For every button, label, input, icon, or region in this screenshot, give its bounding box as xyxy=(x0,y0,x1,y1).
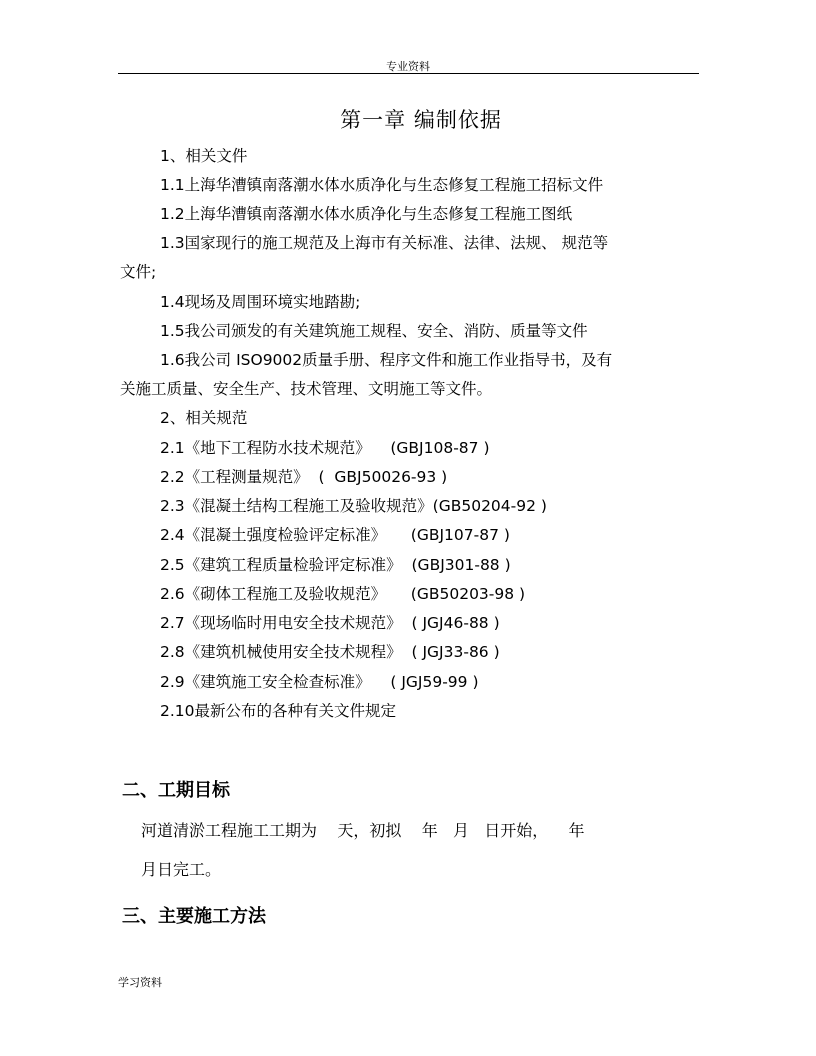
chapter-title: 第一章 编制依据 xyxy=(340,108,502,132)
doc-line: 关施工质量、安全生产、技术管理、文明施工等文件。 xyxy=(120,380,493,398)
doc-line: 2.9《建筑施工安全检查标准》 ( JGJ59-99 ) xyxy=(160,673,479,691)
doc-line: 1.4现场及周围环境实地踏勘; xyxy=(160,293,361,311)
schedule-text-line2: 月日完工。 xyxy=(141,860,222,879)
doc-line: 2、相关规范 xyxy=(160,409,248,427)
doc-line: 2.3《混凝土结构工程施工及验收规范》(GB50204-92 ) xyxy=(160,497,547,515)
doc-line: 2.10最新公布的各种有关文件规定 xyxy=(160,702,397,720)
doc-line: 1.6我公司 ISO9002质量手册、程序文件和施工作业指导书，及有 xyxy=(160,351,613,369)
doc-line: 2.2《工程测量规范》 ( GBJ50026-93 ) xyxy=(160,468,448,486)
header-rule xyxy=(118,73,699,74)
doc-line: 1.2上海华漕镇南落潮水体水质净化与生态修复工程施工图纸 xyxy=(160,205,573,223)
doc-line: 1.1上海华漕镇南落潮水体水质净化与生态修复工程施工招标文件 xyxy=(160,176,604,194)
section-heading-methods: 三、主要施工方法 xyxy=(122,906,266,927)
doc-line: 1.5我公司颁发的有关建筑施工规程、安全、消防、质量等文件 xyxy=(160,322,588,340)
section-heading-schedule: 二、工期目标 xyxy=(122,780,230,801)
doc-line: 2.4《混凝土强度检验评定标准》 (GBJ107-87 ) xyxy=(160,526,510,544)
schedule-text-line1: 河道清淤工程施工工期为 天，初拟 年 月 日开始， 年 xyxy=(141,821,585,840)
doc-line: 1、相关文件 xyxy=(160,147,248,165)
doc-line: 2.5《建筑工程质量检验评定标准》 (GBJ301-88 ) xyxy=(160,556,511,574)
doc-line: 文件; xyxy=(120,263,157,281)
doc-line: 2.8《建筑机械使用安全技术规程》 ( JGJ33-86 ) xyxy=(160,643,500,661)
doc-line: 2.7《现场临时用电安全技术规范》 ( JGJ46-88 ) xyxy=(160,614,500,632)
doc-line: 1.3国家现行的施工规范及上海市有关标准、法律、法规、 规范等 xyxy=(160,234,609,252)
page-footer: 学习资料 xyxy=(118,976,162,989)
doc-line: 2.1《地下工程防水技术规范》 (GBJ108-87 ) xyxy=(160,439,490,457)
page-header: 专业资料 xyxy=(386,60,430,73)
doc-line: 2.6《砌体工程施工及验收规范》 (GB50203-98 ) xyxy=(160,585,526,603)
